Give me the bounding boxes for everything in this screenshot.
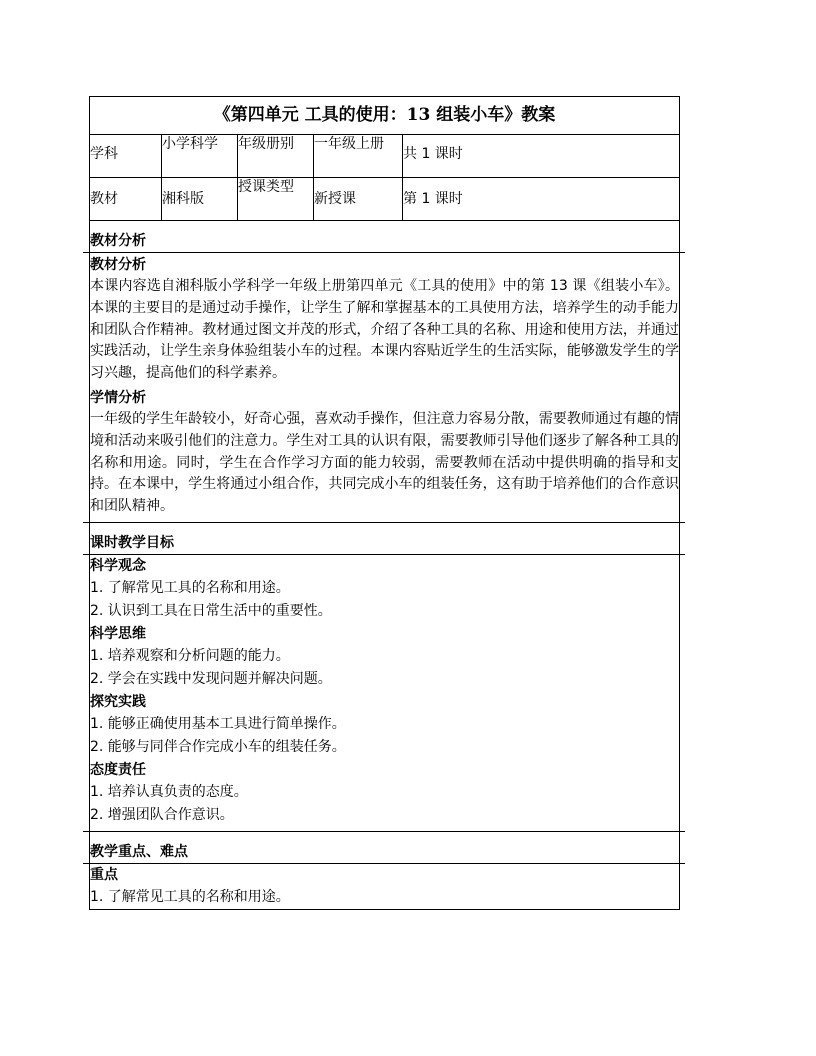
textbook-value: 湘科版 bbox=[162, 178, 238, 221]
objective-group-title: 探究实践 bbox=[90, 693, 146, 710]
meta-row-subject bbox=[90, 135, 680, 178]
objective-group-title: 科学思维 bbox=[90, 625, 146, 642]
type-value: 新授课 bbox=[314, 178, 403, 221]
objective-item: 2. 能够与同伴合作完成小车的组装任务。 bbox=[90, 738, 346, 755]
objective-item: 1. 能够正确使用基本工具进行简单操作。 bbox=[90, 715, 346, 732]
lesson-plan-table bbox=[89, 96, 680, 910]
focus-title: 重点 bbox=[90, 866, 118, 883]
analysis-section-title: 教材分析 bbox=[90, 233, 146, 249]
keypoints-section bbox=[83, 832, 685, 864]
objective-item: 1. 培养认真负责的态度。 bbox=[90, 783, 248, 800]
objectives-section-title: 课时教学目标 bbox=[90, 534, 174, 551]
lesson-plan-page bbox=[89, 96, 679, 910]
objective-group-title: 科学观念 bbox=[90, 557, 146, 574]
analysis-body bbox=[83, 253, 685, 523]
objective-item: 2. 认识到工具在日常生活中的重要性。 bbox=[90, 602, 332, 619]
keypoints-body bbox=[83, 864, 685, 909]
objective-item: 1. 培养观察和分析问题的能力。 bbox=[90, 647, 290, 664]
objective-group bbox=[90, 555, 679, 623]
objective-item: 1. 了解常见工具的名称和用途。 bbox=[90, 579, 290, 596]
student-analysis-title: 学情分析 bbox=[90, 389, 146, 406]
grade-label: 年级册别 bbox=[238, 135, 314, 178]
objective-group bbox=[90, 691, 679, 759]
objective-item: 2. 学会在实践中发现问题并解决问题。 bbox=[90, 670, 332, 687]
grade-value: 一年级上册 bbox=[314, 135, 403, 178]
content-cell bbox=[90, 221, 680, 910]
type-label: 授课类型 bbox=[238, 178, 314, 221]
lesson-number: 第 1 课时 bbox=[403, 178, 680, 221]
objective-group bbox=[90, 759, 679, 827]
textbook-label: 教材 bbox=[90, 178, 162, 221]
focus-item: 1. 了解常见工具的名称和用途。 bbox=[90, 888, 290, 905]
document-title: 《第四单元 工具的使用：13 组装小车》教案 bbox=[90, 97, 680, 135]
lessons-total: 共 1 课时 bbox=[403, 135, 680, 178]
analysis-section bbox=[83, 221, 685, 253]
subject-label: 学科 bbox=[90, 135, 162, 178]
objectives-body bbox=[83, 555, 685, 832]
material-analysis-text: 本课内容选自湘科版小学科学一年级上册第四单元《工具的使用》中的第 13 课《组装小车》。本课的主要目的是通过动手操作，让学生了解和掌握基本的工具使用方法，培养学生的动手能力和团队合作精神。教材通过图文并茂的形式，介绍了各种工具的名称、用途和使用方法，并通过实践活动，让学生亲身体验组装小车的过程。本课内容贴近学生的生活实际，能够激发学生的学习兴趣，提高他们的科学素养。 bbox=[90, 278, 679, 382]
keypoints-section-title: 教学重点、难点 bbox=[90, 843, 188, 860]
material-analysis-title: 教材分析 bbox=[90, 257, 146, 273]
student-analysis-text: 一年级的学生年龄较小，好奇心强，喜欢动手操作，但注意力容易分散，需要教师通过有趣的情境和活动来吸引他们的注意力。学生对工具的认识有限，需要教师引导他们逐步了解各种工具的名称和用途。同时，学生在合作学习方面的能力较弱，需要教师在活动中提供明确的指导和支持。在本课中，学生将通过小组合作，共同完成小车的组装任务，这有助于培养他们的合作意识和团队精神。 bbox=[90, 410, 679, 515]
meta-row-textbook bbox=[90, 178, 680, 221]
objective-item: 2. 增强团队合作意识。 bbox=[90, 806, 234, 823]
objectives-section bbox=[83, 523, 685, 555]
subject-value: 小学科学 bbox=[162, 135, 238, 178]
objective-group bbox=[90, 623, 679, 691]
objective-group-title: 态度责任 bbox=[90, 761, 146, 778]
